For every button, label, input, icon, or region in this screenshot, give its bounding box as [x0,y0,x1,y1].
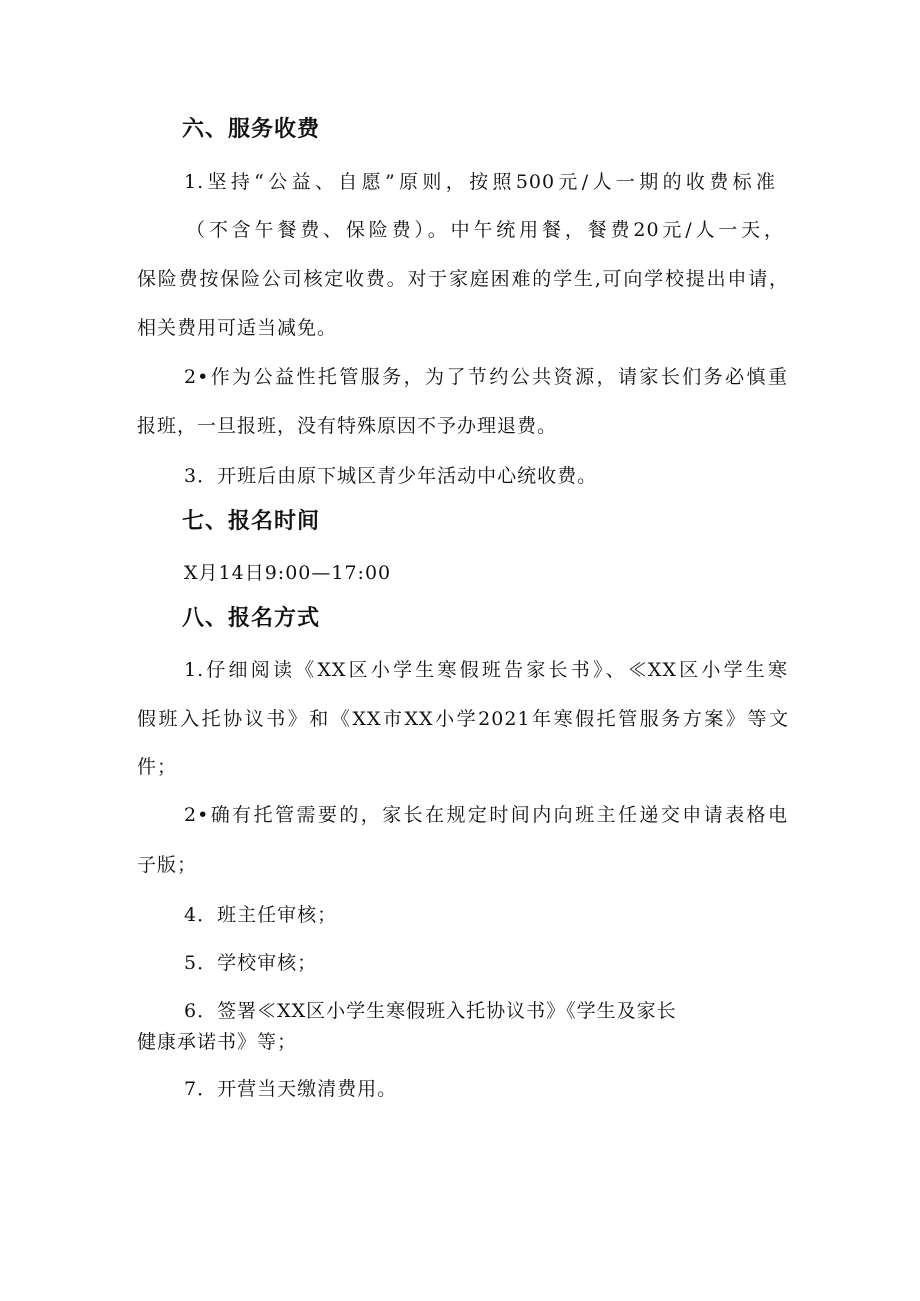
section-8-heading: 八、报名方式 [182,606,321,631]
section-6-heading: 六、服务收费 [182,117,321,142]
section-7-heading: 七、报名时间 [182,509,321,534]
section-8-item-1-line-1: 1.仔细阅读《XX区小学生寒假班告家长书》、≪XX区小学生寒 [184,659,788,681]
section-6-item-1-line-4: 相关费用可适当减免。 [137,317,338,339]
section-6-item-1-line-3: 保险费按保险公司核定收费。对于家庭困难的学生,可向学校提出申请， [137,268,789,290]
section-6-item-1-line-1: 1.坚持“公益、自愿”原则，按照500元/人一期的收费标准 [184,171,776,193]
section-8-item-1-line-3: 件； [137,756,178,778]
section-6-item-2-line-2: 报班，一旦报班，没有特殊原因不予办理退费。 [137,415,558,437]
section-8-item-5: 5．学校审核； [184,952,318,974]
section-8-item-7: 7．开营当天缴清费用。 [184,1078,398,1100]
section-6-item-3: 3．开班后由原下城区青少年活动中心统收费。 [184,465,598,487]
section-8-item-6-line-1: 6．签署≪XX区小学生寒假班入托协议书》《学生及家长 [184,1000,677,1022]
section-8-item-4: 4．班主任审核； [184,904,338,926]
section-6-item-2-line-1: 2•作为公益性托管服务，为了节约公共资源，请家长们务必慎重 [184,366,788,388]
section-8-item-6-line-2: 健康承诺书》等； [137,1031,298,1053]
section-6-item-1-line-2: （不含午餐费、保险费）。中午统用餐，餐费20元/人一天， [186,219,784,241]
registration-time: X月14日9:00—17:00 [184,562,392,584]
section-8-item-2-line-1: 2•确有托管需要的，家长在规定时间内向班主任递交申请表格电 [184,804,788,826]
section-8-item-1-line-2: 假班入托协议书》和《XX市XX小学2021年寒假托管服务方案》等文 [137,708,789,730]
section-8-item-2-line-2: 子版； [137,854,198,876]
